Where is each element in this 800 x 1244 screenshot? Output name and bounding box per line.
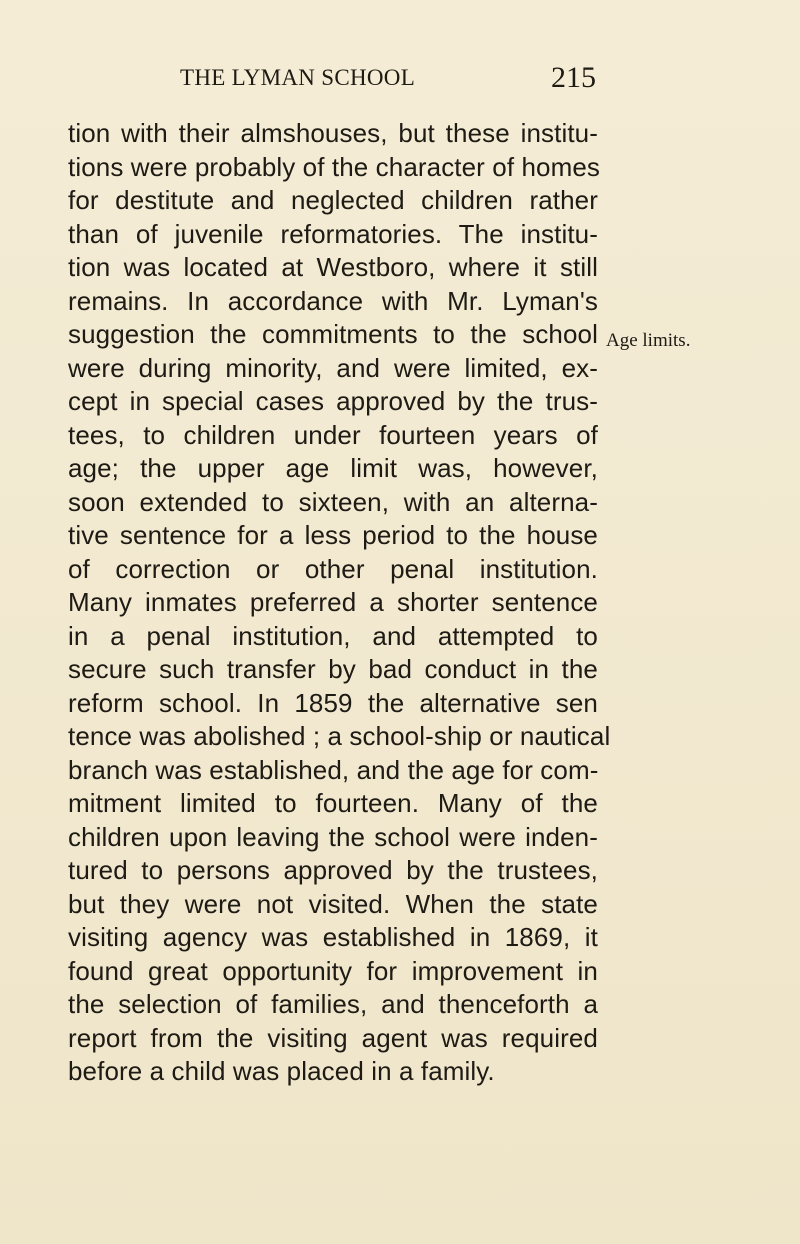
text-line: Many inmates preferred a shorter sentence [68,587,598,617]
text-line: report from the visiting agent was required [68,1022,598,1053]
text-line: found great opportunity for improvement in [68,955,598,986]
text-line: remains. In accordance with Mr. Lyman's [68,285,598,316]
text-line: tions were probably of the character of homes [68,151,601,182]
text-line: reform school. In 1859 the alternative sen [68,687,598,718]
text-line: children upon leaving the school were inden- [68,821,598,852]
text-line: age; the upper age limit was, however, [68,453,598,483]
body-text [68,117,611,1089]
text-line: visiting agency was established in 1869, it [68,922,598,952]
page-number: 215 [551,61,596,94]
text-line: cept in special cases approved by the trus- [68,386,598,416]
margin-note: Age limits. [606,330,691,351]
text-line: tion was located at Westboro, where it still [68,252,598,282]
page-header [180,62,600,94]
text-line: tence was abolished ; a school-ship or nautical [68,721,611,751]
text-line: for destitute and neglected children rather [68,185,598,215]
text-line: the selection of families, and thenceforth a [68,989,598,1019]
text-line: soon extended to sixteen, with an alterna- [68,486,598,517]
running-title: THE LYMAN SCHOOL [180,65,416,90]
text-line: were during minority, and were limited, ex- [68,352,598,383]
text-line: mitment limited to fourteen. Many of the [68,788,598,818]
text-line-last: before a child was placed in a family. [68,1056,495,1086]
text-line: suggestion the commitments to the school [68,319,598,349]
text-line: in a penal institution, and attempted to [68,620,598,651]
text-line: than of juvenile reformatories. The institu- [68,218,598,249]
text-line: branch was established, and the age for com- [68,754,599,785]
text-line: but they were not visited. When the state [68,888,598,919]
text-line: secure such transfer by bad conduct in the [68,654,598,684]
text-line: tive sentence for a less period to the house [68,520,598,550]
text-line: tured to persons approved by the trustees, [68,855,598,885]
text-line: tees, to children under fourteen years of [68,419,598,450]
text-line: tion with their almshouses, but these institu- [68,118,598,148]
text-line: of correction or other penal institution. [68,553,598,584]
